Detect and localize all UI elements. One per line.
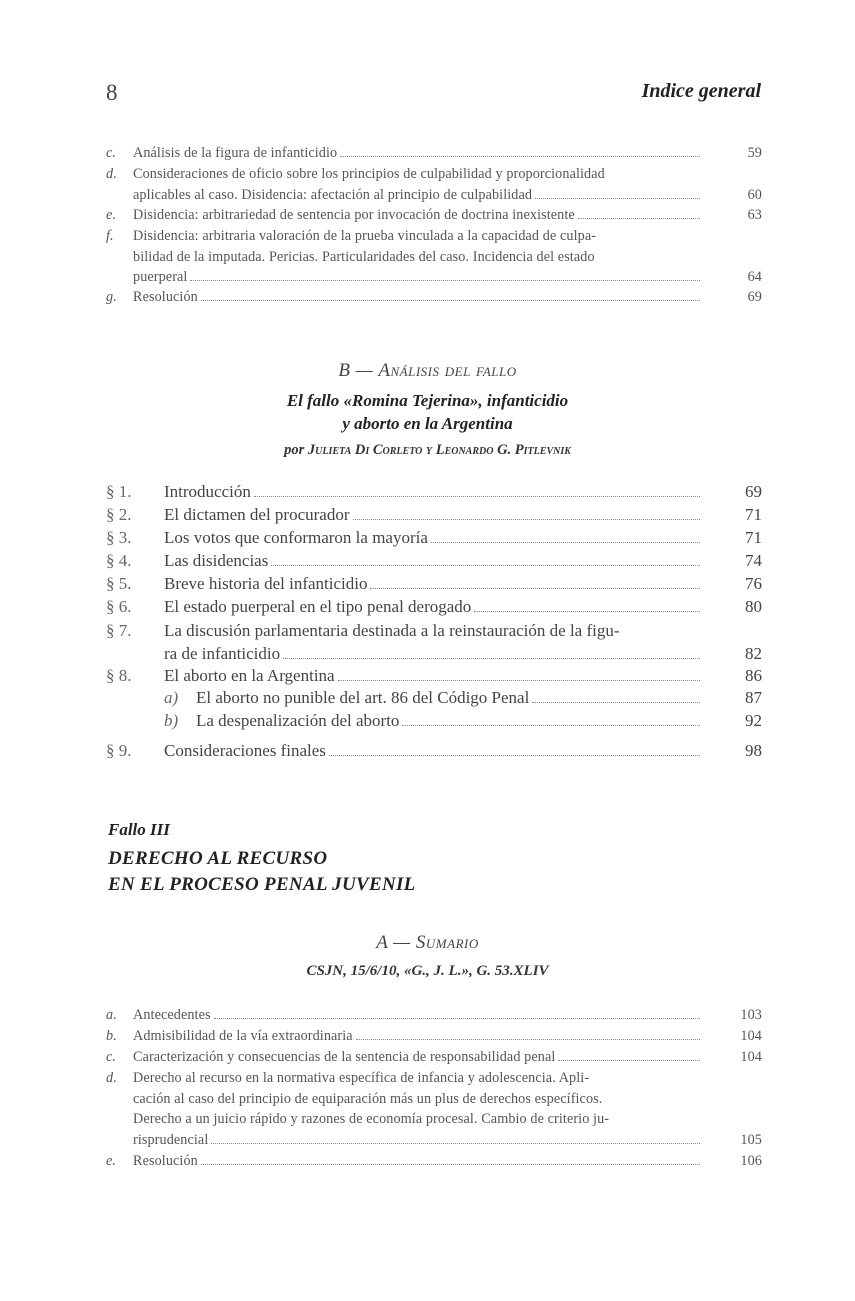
dot-leader xyxy=(190,280,700,281)
toc-entry-page: 105 xyxy=(740,1131,762,1148)
toc-entry-text xyxy=(164,620,762,665)
toc-entry-page: 69 xyxy=(745,482,762,501)
toc-entry-page: 60 xyxy=(747,186,762,203)
toc-entry-text xyxy=(133,226,762,288)
toc-entry-line: Breve historia del infanticidio xyxy=(164,574,368,593)
toc-entry-label-text: b) xyxy=(164,711,179,730)
toc-entry xyxy=(106,226,762,288)
dot-leader xyxy=(535,198,700,199)
toc-entry-label: § 3. xyxy=(106,528,132,547)
toc-entry-line: La despenalización del aborto xyxy=(196,711,400,730)
toc-entry xyxy=(106,205,762,226)
section-a-text: Sumario xyxy=(415,932,479,953)
toc-entry xyxy=(106,710,762,733)
toc-entry xyxy=(106,1026,762,1047)
article-authors xyxy=(0,442,855,459)
toc-entry-label: § 1. xyxy=(106,482,132,501)
toc-entry-line: Disidencia: arbitrariedad de sentencia por invocación de doctrina inexistente xyxy=(133,207,575,223)
case-citation: CSJN, 15/6/10, «G., J. L.», G. 53.XLIV xyxy=(306,963,549,979)
dot-leader xyxy=(431,542,700,543)
toc-entry-text xyxy=(164,504,762,527)
toc-entry-page: 63 xyxy=(747,207,762,223)
toc-entry-line: Caracterización y consecuencias de la sentencia de responsabilidad penal xyxy=(133,1049,556,1065)
toc-entry-text xyxy=(164,550,762,573)
dot-leader xyxy=(201,1164,700,1165)
toc-entry-page: 71 xyxy=(745,505,762,524)
toc-entry-label-text: a) xyxy=(164,688,179,707)
dot-leader xyxy=(578,218,700,219)
dot-leader xyxy=(370,588,700,589)
toc-entry-text xyxy=(133,1026,762,1047)
toc-entry-label xyxy=(106,687,196,710)
toc-entry-page: 74 xyxy=(745,551,762,570)
running-title: Indice general xyxy=(641,80,761,102)
toc-entry-line: Derecho al recurso en la normativa específica de infancia y adolescencia. Apli- xyxy=(133,1070,590,1086)
toc-entry-page: 71 xyxy=(745,528,762,547)
section-a-dash: — xyxy=(393,932,411,953)
toc-entry-page: 103 xyxy=(740,1007,762,1023)
dot-leader xyxy=(214,1018,700,1019)
toc-entry-text xyxy=(133,164,762,205)
section-b-dash: — xyxy=(355,360,374,381)
toc-entry-line: Los votos que conformaron la mayoría xyxy=(164,528,428,547)
toc-entry-label: § 5. xyxy=(106,574,132,593)
toc-entry-label: c. xyxy=(106,1049,117,1065)
toc-entry-line: Análisis de la figura de infanticidio xyxy=(133,145,338,161)
section-b-heading xyxy=(0,360,855,382)
toc-entry-label xyxy=(106,710,196,733)
dot-leader xyxy=(402,725,700,726)
toc-entry xyxy=(106,596,762,619)
toc-entry-line: El aborto no punible del art. 86 del Código Penal xyxy=(196,688,530,707)
toc-entry-label: § 8. xyxy=(106,666,132,685)
fallo-title xyxy=(108,846,416,898)
article-title-line1: El fallo «Romina Tejerina», infanticidio xyxy=(286,391,569,410)
toc-entry-line: puerperal xyxy=(133,269,188,285)
toc-entry xyxy=(106,665,762,688)
toc-entry-label: § 9. xyxy=(106,741,132,760)
toc-entry-label: d. xyxy=(106,1070,117,1086)
toc-entry-line: La discusión parlamentaria destinada a la reinstauración de la figu- xyxy=(164,621,620,640)
toc-entry-text xyxy=(164,596,762,619)
toc-entry-line: Resolución xyxy=(133,289,198,305)
toc-entry xyxy=(106,1068,762,1150)
dot-leader xyxy=(201,300,700,301)
toc-entry-page: 104 xyxy=(740,1049,762,1065)
dot-leader xyxy=(474,611,700,612)
toc-entry-page: 104 xyxy=(740,1028,762,1044)
toc-entry xyxy=(106,504,762,527)
toc-entry xyxy=(106,527,762,550)
toc-entry-page: 64 xyxy=(747,269,762,285)
section-b-text: Análisis del fallo xyxy=(378,360,517,381)
toc-entry-label: b. xyxy=(106,1028,117,1044)
fallo-title-line1: DERECHO AL RECURSO xyxy=(108,848,328,869)
section-a-letter: A xyxy=(376,932,389,953)
toc-entry-label: e. xyxy=(106,1153,117,1169)
dot-leader xyxy=(356,1039,700,1040)
dot-leader xyxy=(329,755,700,756)
toc-entry-text xyxy=(196,710,762,733)
toc-entry xyxy=(106,1047,762,1068)
dot-leader xyxy=(254,496,700,497)
dot-leader xyxy=(283,658,700,659)
toc-entry-page: 106 xyxy=(740,1153,762,1169)
toc-entry-line: Disidencia: arbitraria valoración de la prueba vinculada a la capacidad de culpa- xyxy=(133,228,597,244)
toc-entry-label: f. xyxy=(106,228,114,244)
toc-entry-line: Consideraciones de oficio sobre los principios de culpabilidad y proporcionalidad xyxy=(133,166,605,182)
toc-entry-page: 69 xyxy=(747,289,762,305)
dot-leader xyxy=(340,156,700,157)
toc-entry-label: § 4. xyxy=(106,551,132,570)
toc-entry-page: 92 xyxy=(745,711,762,730)
toc-entry-line: aplicables al caso. Disidencia: afectación al principio de culpabilidad xyxy=(133,186,533,203)
toc-entry xyxy=(106,740,762,763)
toc-entry xyxy=(106,687,762,710)
toc-entry-text xyxy=(133,287,762,308)
dot-leader xyxy=(532,702,700,703)
section-a-heading xyxy=(0,932,855,954)
toc-entry-label: § 7. xyxy=(106,621,132,640)
toc-entry-page: 87 xyxy=(745,688,762,707)
toc-entry-label: d. xyxy=(106,166,117,182)
toc-entry-line: El dictamen del procurador xyxy=(164,505,350,524)
toc-entry-text xyxy=(164,527,762,550)
fallo-title-line2: EN EL PROCESO PENAL JUVENIL xyxy=(108,874,416,895)
toc-entry xyxy=(106,287,762,308)
toc-entry xyxy=(106,573,762,596)
toc-entry-line: Consideraciones finales xyxy=(164,741,326,760)
toc-entry-text xyxy=(164,665,762,688)
toc-entry-text xyxy=(164,573,762,596)
toc-entry-text xyxy=(133,1068,762,1150)
toc-entry-label: c. xyxy=(106,145,117,161)
toc-entry-page: 98 xyxy=(745,741,762,760)
toc-entry xyxy=(106,1005,762,1026)
toc-entry-line: Introducción xyxy=(164,482,251,501)
toc-entry-page: 86 xyxy=(745,666,762,685)
article-title-line2: y aborto en la Argentina xyxy=(342,414,513,433)
toc-entry-line: ra de infanticidio xyxy=(164,643,281,663)
authors-por: por xyxy=(284,442,305,458)
toc-entry-line: Admisibilidad de la vía extraordinaria xyxy=(133,1028,353,1044)
toc-entry-text xyxy=(196,687,762,710)
toc-entry xyxy=(106,1151,762,1172)
toc-entry-page: 59 xyxy=(747,145,762,161)
toc-entry-text xyxy=(133,1151,762,1172)
toc-entry xyxy=(106,550,762,573)
authors-names: Julieta Di Corleto y Leonardo G. Pitlevnik xyxy=(307,442,571,458)
toc-entry-text xyxy=(133,205,762,226)
dot-leader xyxy=(338,680,700,681)
toc-entry-text xyxy=(133,143,762,164)
toc-entry-label: e. xyxy=(106,207,117,223)
toc-entry-text xyxy=(133,1005,762,1026)
toc-entry xyxy=(106,143,762,164)
toc-entry-page: 80 xyxy=(745,597,762,616)
toc-entry-line: Resolución xyxy=(133,1153,198,1169)
toc-entry-label: § 6. xyxy=(106,597,132,616)
section-b-letter: B xyxy=(338,360,351,381)
toc-entry-line: Las disidencias xyxy=(164,551,269,570)
toc-entry-label: a. xyxy=(106,1007,117,1023)
toc-entry-label: g. xyxy=(106,289,117,305)
toc-entry-line: risprudencial xyxy=(133,1131,209,1148)
toc-entry-line: Antecedentes xyxy=(133,1007,211,1023)
toc-entry-text xyxy=(133,1047,762,1068)
toc-entry-line: Derecho a un juicio rápido y razones de economía procesal. Cambio de criterio ju- xyxy=(133,1111,610,1127)
toc-entry xyxy=(106,164,762,205)
toc-entry-line: cación al caso del principio de equiparación más un plus de derechos específicos. xyxy=(133,1090,603,1107)
dot-leader xyxy=(353,519,700,520)
toc-entry-text xyxy=(164,481,762,504)
toc-entry-text xyxy=(164,740,762,763)
toc-entry-line: El aborto en la Argentina xyxy=(164,666,335,685)
fallo-label: Fallo III xyxy=(108,820,170,839)
toc-entry-page: 76 xyxy=(745,574,762,593)
dot-leader xyxy=(271,565,700,566)
toc-entry-line: El estado puerperal en el tipo penal derogado xyxy=(164,597,472,616)
toc-entry-line: bilidad de la imputada. Pericias. Particularidades del caso. Incidencia del estado xyxy=(133,248,595,265)
toc-entry-label: § 2. xyxy=(106,505,132,524)
toc-entry xyxy=(106,481,762,504)
page-number: 8 xyxy=(106,80,118,105)
dot-leader xyxy=(558,1060,700,1061)
dot-leader xyxy=(211,1143,700,1144)
toc-entry-page: 82 xyxy=(745,643,762,663)
toc-entry xyxy=(106,620,762,665)
